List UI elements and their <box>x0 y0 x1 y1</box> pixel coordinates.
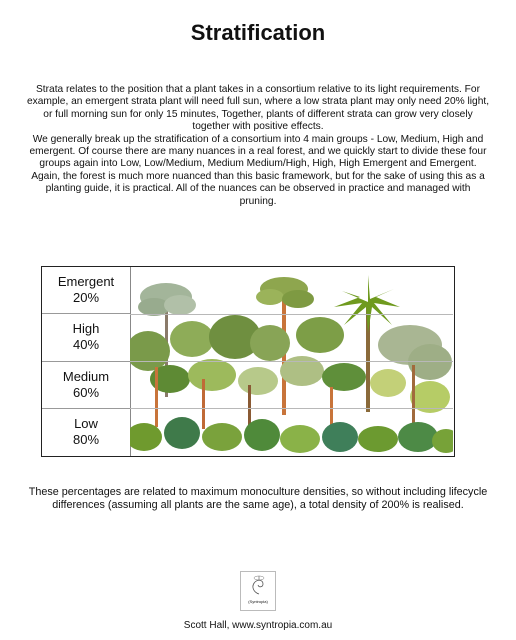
strata-label-emergent <box>42 267 130 314</box>
strata-divider <box>130 408 453 409</box>
strata-labels <box>42 267 131 456</box>
logo-name: (Syntropia) <box>248 599 268 604</box>
strata-label-low <box>42 409 130 456</box>
strata-percent: 60% <box>72 384 100 400</box>
page-title: Stratification <box>190 20 326 45</box>
intro-text <box>26 84 490 208</box>
forest-illustration <box>130 267 453 456</box>
syntropia-logo <box>240 571 276 611</box>
strata-divider <box>130 314 453 315</box>
strata-name: High <box>72 321 100 337</box>
strata-name: Low <box>74 416 98 432</box>
credit-line: Scott Hall, www.syntropia.com.au <box>183 620 333 631</box>
strata-percent: 80% <box>72 432 100 448</box>
strata-percent: 20% <box>72 290 100 306</box>
stratification-diagram <box>41 266 455 457</box>
strata-name: Emergent <box>57 274 115 290</box>
spiral-icon <box>249 574 269 596</box>
strata-label-medium <box>42 362 130 409</box>
intro-paragraph-2: We generally break up the stratification of a consortium into 4 main groups - Low, Medium, High and emergent. Of course there are many nuances in a real forest, and we quickly start to divide these four groups again into Low, Low/Medium, Medium Medium/High, High, High Emergent and Emergent. Again, the forest is much more nuanced than this basic framework, but for the sake of using this as a planting guide, it is practical. All of the nuances can be observed in practice and managed with pruning. <box>29 133 487 207</box>
strata-name: Medium <box>62 368 110 384</box>
density-note: These percentages are related to maximum monoculture densities, so without including lifecycle differences (assuming all plants are the same age), a total density of 200% is realised. <box>28 486 488 511</box>
strata-divider <box>130 361 453 362</box>
intro-paragraph-1: Strata relates to the position that a plant takes in a consortium relative to its light requirements. For example, an emergent strata plant will need full sun, where a low strata plant may only need 20% light, or full morning sun for only 15 minutes, Together, plants of different strata can grow very closely together with positive effects. <box>26 84 490 133</box>
low-strata <box>130 417 453 453</box>
strata-label-high <box>42 314 130 361</box>
strata-percent: 40% <box>72 337 100 353</box>
